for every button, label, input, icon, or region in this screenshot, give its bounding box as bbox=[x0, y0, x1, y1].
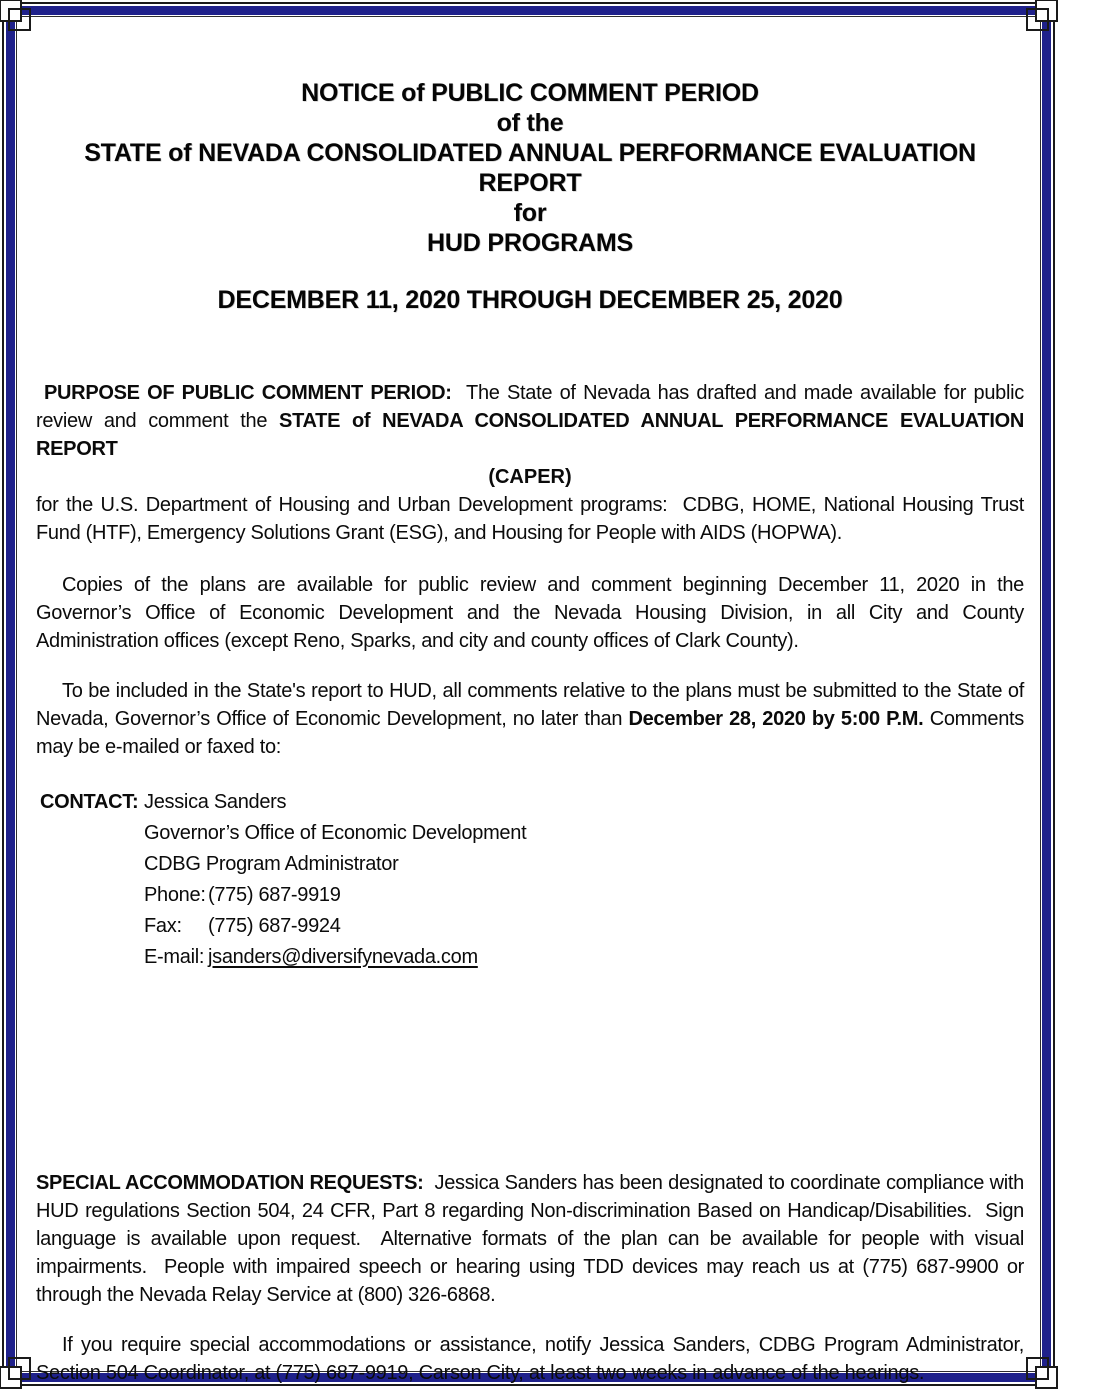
contact-role: CDBG Program Administrator bbox=[144, 853, 399, 875]
email-label: E-mail: bbox=[144, 946, 205, 968]
title-line-4: REPORT bbox=[478, 169, 582, 197]
corner-ornament-top-left bbox=[0, 0, 33, 33]
contact-details bbox=[144, 787, 526, 973]
corner-square-icon bbox=[1026, 1357, 1049, 1380]
title-line-3: STATE of NEVADA CONSOLIDATED ANNUAL PERFORMANCE EVALUATION bbox=[84, 139, 976, 167]
corner-ornament-top-right bbox=[1024, 0, 1058, 33]
email-link[interactable]: jsanders@diversifynevada.com bbox=[208, 946, 478, 968]
purpose-label: PURPOSE OF PUBLIC COMMENT PERIOD: bbox=[44, 382, 452, 404]
fax-label: Fax: bbox=[144, 915, 182, 937]
contact-block bbox=[36, 787, 1024, 973]
accommodation-paragraph bbox=[36, 1169, 1024, 1309]
hud-programs-paragraph: for the U.S. Department of Housing and Urban Development programs: CDBG, HOME, National Housing Trust Fund (HTF), Emergency Solutions Grant (ESG), and Housing for People with AIDS (HOPWA). bbox=[36, 494, 1024, 544]
contact-fax-row bbox=[144, 911, 526, 942]
purpose-intro-text: The State of Nevada has drafted and made available for public review and comment the bbox=[36, 382, 1024, 432]
title-line-5: for bbox=[513, 199, 547, 227]
deadline-bold: December 28, 2020 by 5:00 P.M. bbox=[628, 708, 924, 730]
submission-paragraph bbox=[36, 677, 1024, 761]
corner-square-icon bbox=[1026, 8, 1049, 31]
fax-number: (775) 687-9924 bbox=[208, 915, 341, 937]
comment-period-dates: DECEMBER 11, 2020 THROUGH DECEMBER 25, 2020 bbox=[217, 286, 843, 314]
purpose-paragraph bbox=[36, 379, 1024, 463]
corner-ornament-bottom-left bbox=[0, 1355, 33, 1389]
contact-phone-row bbox=[144, 880, 526, 911]
accommodation-text: Jessica Sanders has been designated to coordinate compliance with HUD regulations Section 504, 24 CFR, Part 8 regarding Non-discrimination Based on Handicap/Disabilities. Sign language is available upon request. Alternative formats of the plan can be available for people with visual impairments. People with impaired speech or hearing using TDD devices may reach us at (775) 687-9900 or through the Nevada Relay Service at (800) 326-6868. bbox=[36, 1172, 1024, 1306]
report-name-bold: STATE of NEVADA CONSOLIDATED ANNUAL PERFORMANCE EVALUATION REPORT bbox=[36, 410, 1024, 460]
document-content bbox=[36, 0, 1024, 1387]
contact-org: Governor’s Office of Economic Development bbox=[144, 822, 527, 844]
closing-paragraph: If you require special accommodations or assistance, notify Jessica Sanders, CDBG Program Administrator, Section 504 Coordinator, at (775) 687-9919, Carson City, at least two weeks in advance of the hearings. bbox=[36, 1334, 1024, 1384]
contact-name: Jessica Sanders bbox=[144, 791, 287, 813]
corner-square-icon bbox=[8, 8, 31, 31]
document-title bbox=[36, 78, 1024, 258]
contact-email-row bbox=[144, 942, 526, 973]
title-line-6: HUD PROGRAMS bbox=[427, 229, 633, 257]
copies-paragraph: Copies of the plans are available for public review and comment beginning December 11, 2020 in the Governor’s Office of Economic Development and the Nevada Housing Division, in all City and County Administration offices (except Reno, Sparks, and city and county offices of Clark County). bbox=[36, 574, 1024, 652]
contact-label: CONTACT: bbox=[40, 791, 139, 813]
corner-ornament-bottom-right bbox=[1024, 1355, 1058, 1389]
accommodation-label: SPECIAL ACCOMMODATION REQUESTS: bbox=[36, 1172, 424, 1194]
caper-abbreviation: (CAPER) bbox=[488, 466, 572, 488]
corner-square-icon bbox=[8, 1357, 31, 1380]
submission-text-after: Comments may be e-mailed or faxed to: bbox=[36, 708, 1024, 758]
title-line-1: NOTICE of PUBLIC COMMENT PERIOD bbox=[301, 79, 759, 107]
phone-number: (775) 687-9919 bbox=[208, 884, 341, 906]
submission-text: To be included in the State's report to HUD, all comments relative to the plans must be submitted to the State of Nevada, Governor’s Office of Economic Development, no later than bbox=[36, 680, 1024, 730]
phone-label: Phone: bbox=[144, 884, 206, 906]
title-line-2: of the bbox=[496, 109, 564, 137]
